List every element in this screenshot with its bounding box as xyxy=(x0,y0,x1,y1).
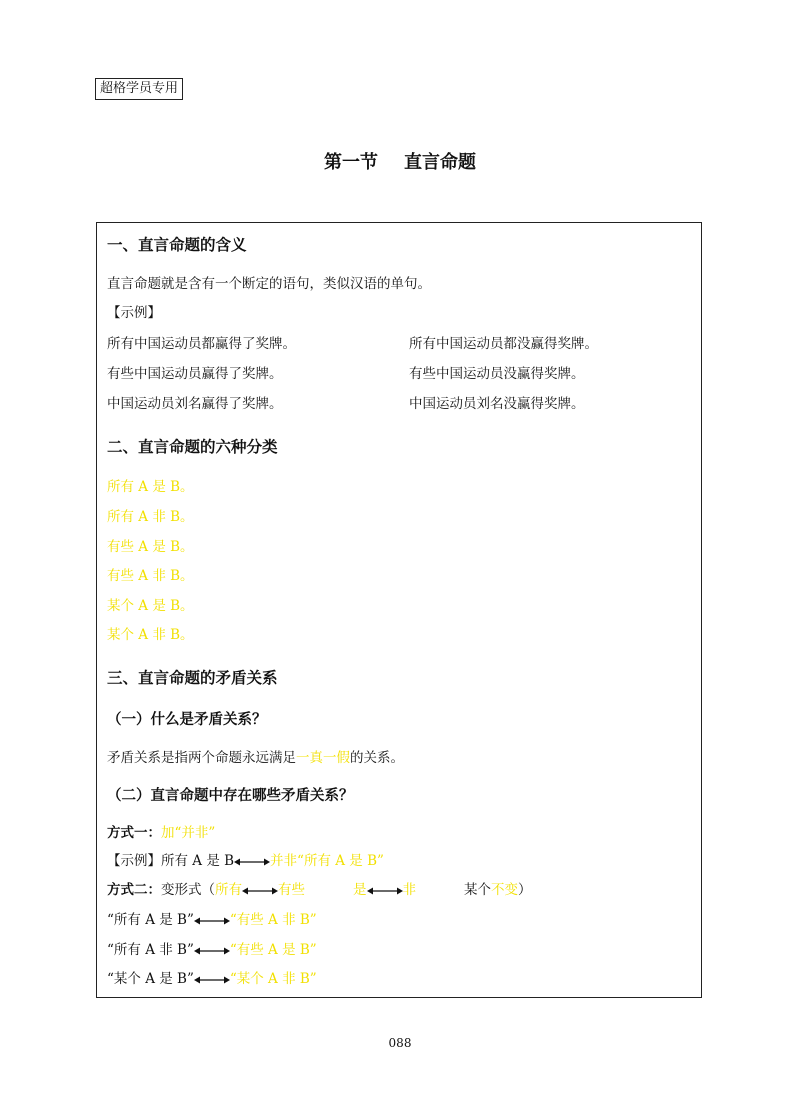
sub1-text-highlight: 一真一假 xyxy=(296,750,350,766)
section1-heading: 一、直言命题的含义 xyxy=(107,235,247,254)
method2-is: 是 xyxy=(353,882,367,898)
title-section-number: 第一节 xyxy=(324,152,378,173)
category-item-2: 所有 A 非 B。 xyxy=(107,509,194,525)
double-arrow-icon xyxy=(234,857,270,867)
section2-heading: 二、直言命题的六种分类 xyxy=(107,437,278,456)
category-item-6: 某个 A 非 B。 xyxy=(107,627,194,643)
double-arrow-icon xyxy=(194,975,230,985)
method1-example-value: 并非“所有 A 是 B” xyxy=(270,853,384,869)
method2-unchanged: 不变 xyxy=(491,882,518,898)
exclusive-tag: 超格学员专用 xyxy=(95,78,183,100)
method2-not: 非 xyxy=(402,882,416,898)
method1-value: 加“并非” xyxy=(161,825,216,841)
page-number: 088 xyxy=(388,1036,412,1050)
method2-text: 变形式（ xyxy=(161,882,215,898)
method2-line xyxy=(107,880,532,900)
pair-left: “所有 A 是 B” xyxy=(107,912,194,928)
pair-line-2 xyxy=(107,940,317,960)
example-left-2: 有些中国运动员赢得了奖牌。 xyxy=(107,366,283,382)
title-text: 直言命题 xyxy=(404,152,476,173)
example-left-1: 所有中国运动员都赢得了奖牌。 xyxy=(107,336,296,352)
method1-label: 方式一： xyxy=(107,825,161,841)
example-right-2: 有些中国运动员没赢得奖牌。 xyxy=(409,366,585,382)
double-arrow-icon xyxy=(367,886,403,896)
content-box xyxy=(96,222,702,998)
pair-right: “有些 A 是 B” xyxy=(229,942,317,958)
method1-line xyxy=(107,823,215,843)
section1-example-label: 【示例】 xyxy=(107,305,161,321)
sub1-heading: （一）什么是矛盾关系？ xyxy=(107,711,267,728)
double-arrow-icon xyxy=(194,916,230,926)
method1-example-line xyxy=(107,851,384,871)
method2-label: 方式二： xyxy=(107,882,161,898)
category-item-3: 有些 A 是 B。 xyxy=(107,539,194,555)
category-item-4: 有些 A 非 B。 xyxy=(107,568,194,584)
sub1-text-before: 矛盾关系是指两个命题永远满足 xyxy=(107,750,296,766)
pair-right: “某个 A 非 B” xyxy=(229,971,317,987)
page-title xyxy=(0,148,800,174)
category-item-1: 所有 A 是 B。 xyxy=(107,479,194,495)
section1-definition: 直言命题就是含有一个断定的语句，类似汉语的单句。 xyxy=(107,276,431,292)
double-arrow-icon xyxy=(242,886,278,896)
method1-example-label: 【示例】所有 A 是 B xyxy=(107,853,235,869)
method2-some: 有些 xyxy=(278,882,305,898)
pair-line-3 xyxy=(107,969,317,989)
method2-close: ） xyxy=(518,882,532,898)
section3-heading: 三、直言命题的矛盾关系 xyxy=(107,668,278,687)
double-arrow-icon xyxy=(194,946,230,956)
pair-left: “某个 A 是 B” xyxy=(107,971,194,987)
method2-some-one: 某个 xyxy=(464,882,491,898)
sub1-text-after: 的关系。 xyxy=(350,750,404,766)
method2-all: 所有 xyxy=(215,882,242,898)
pair-left: “所有 A 非 B” xyxy=(107,942,194,958)
example-right-3: 中国运动员刘名没赢得奖牌。 xyxy=(409,396,585,412)
example-left-3: 中国运动员刘名赢得了奖牌。 xyxy=(107,396,283,412)
category-item-5: 某个 A 是 B。 xyxy=(107,598,194,614)
pair-line-1 xyxy=(107,910,317,930)
example-right-1: 所有中国运动员都没赢得奖牌。 xyxy=(409,336,598,352)
sub1-text xyxy=(107,748,404,768)
pair-right: “有些 A 非 B” xyxy=(229,912,317,928)
sub2-heading: （二）直言命题中存在哪些矛盾关系？ xyxy=(107,787,354,804)
